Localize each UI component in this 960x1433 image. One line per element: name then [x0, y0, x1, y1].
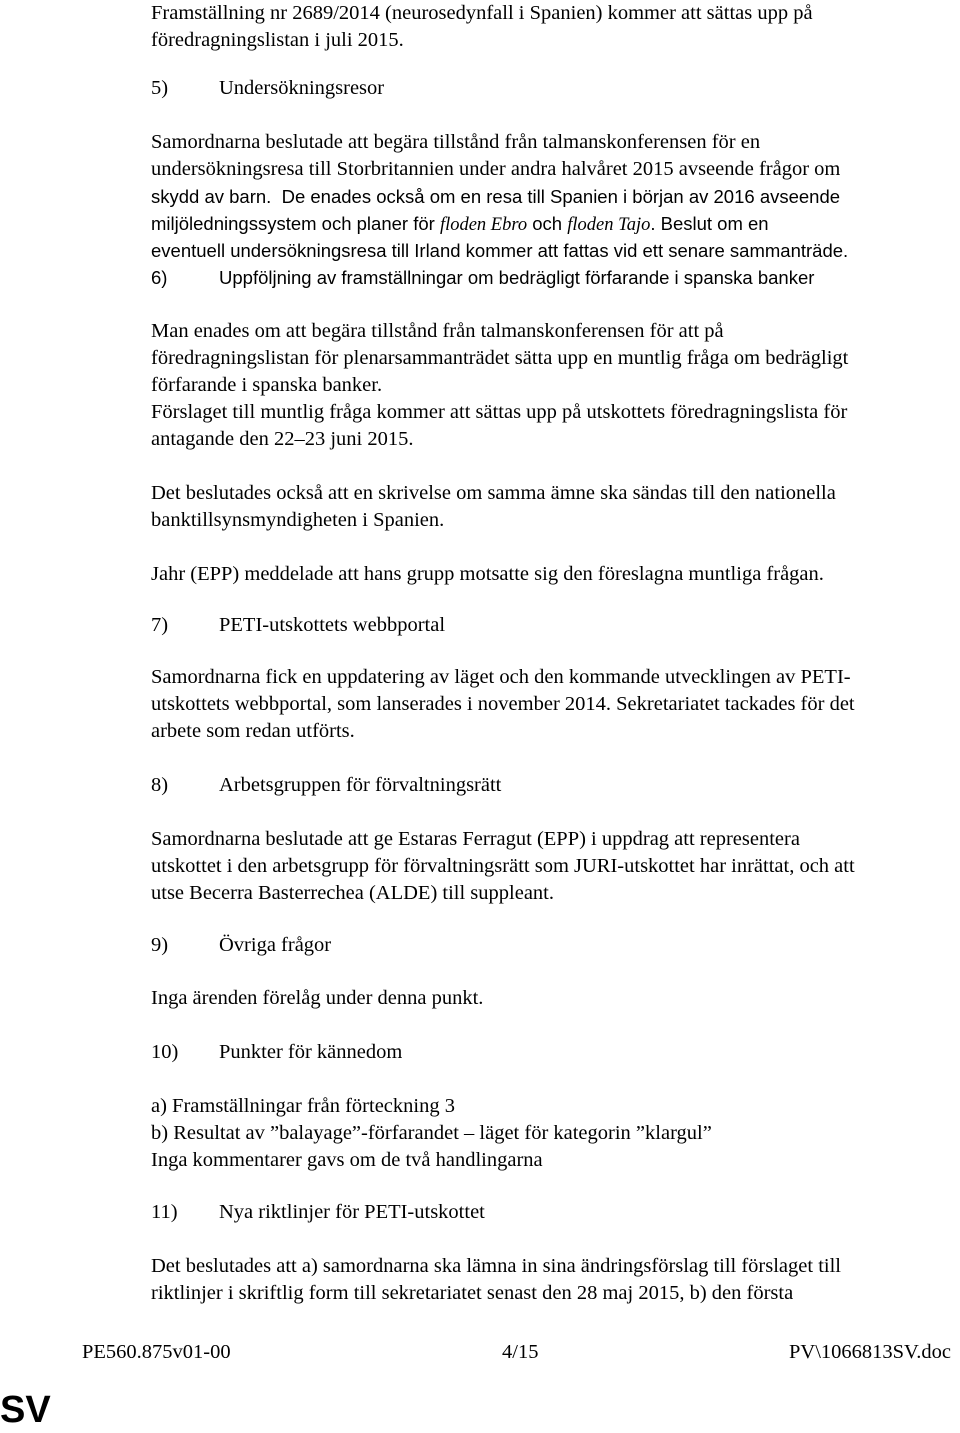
section-heading-6 — [151, 264, 814, 291]
section-title: Uppföljning av framställningar om bedrägligt förfarande i spanska banker — [219, 267, 815, 288]
paragraph-text: a) Framställningar från förteckning 3 — [151, 1095, 455, 1117]
paragraph-text: Man enades om att begära tillstånd från talmanskonferensen för att på — [151, 320, 724, 342]
section-number: 6) — [151, 267, 168, 288]
section-number: 7) — [151, 614, 169, 636]
section-title: PETI-utskottets webbportal — [219, 614, 446, 636]
section-number: 5) — [151, 77, 169, 99]
section-heading-7 — [151, 612, 445, 639]
section-heading-10 — [151, 1039, 402, 1066]
text-run: miljöledningssystem och planer för — [151, 213, 435, 234]
section-title: Arbetsgruppen för förvaltningsrätt — [219, 774, 502, 796]
paragraph-text: föredragningslistan i juli 2015. — [151, 29, 404, 51]
paragraph-text: utskottet i den arbetsgrupp för förvaltningsrätt som JURI-utskottet har inrättat, och att — [151, 855, 855, 877]
section-number: 9) — [151, 934, 169, 956]
paragraph-text: förfarande i spanska banker. — [151, 374, 383, 396]
paragraph-text: Samordnarna beslutade att begära tillstånd från talmanskonferensen för en — [151, 131, 761, 153]
section-number: 11) — [151, 1201, 178, 1223]
paragraph-text: Inga ärenden förelåg under denna punkt. — [151, 987, 484, 1009]
paragraph-text: riktlinjer i skriftlig form till sekretariatet senast den 28 maj 2015, b) den första — [151, 1282, 794, 1304]
footer-document-name: PV\1066813SV.doc — [789, 1341, 951, 1363]
text-run: De enades också om en resa till Spanien i början av 2016 avseende — [281, 186, 841, 207]
section-heading-5 — [151, 75, 384, 102]
paragraph-text: banktillsynsmyndigheten i Spanien. — [151, 509, 445, 531]
paragraph-text: Samordnarna fick en uppdatering av läget och den kommande utvecklingen av PETI- — [151, 666, 851, 688]
paragraph-text: undersökningsresa till Storbritannien under andra halvåret 2015 avseende frågor om — [151, 158, 841, 180]
section-heading-9 — [151, 932, 331, 959]
paragraph-text: Jahr (EPP) meddelade att hans grupp motsatte sig den föreslagna muntliga frågan. — [151, 563, 824, 585]
section-heading-8 — [151, 772, 501, 799]
paragraph-text: Framställning nr 2689/2014 (neurosedynfall i Spanien) kommer att sättas upp på — [151, 2, 813, 24]
text-run: och — [532, 213, 563, 234]
section-number: 10) — [151, 1041, 179, 1063]
paragraph-text: utse Becerra Basterrechea (ALDE) till suppleant. — [151, 882, 554, 904]
paragraph-text: eventuell undersökningsresa till Irland kommer att fattas vid ett senare sammanträde. — [151, 240, 849, 261]
section-title: Undersökningsresor — [219, 77, 385, 99]
paragraph-text: föredragningslistan för plenarsammanträdet sätta upp en muntlig fråga om bedrägligt — [151, 347, 849, 369]
section-title: Punkter för kännedom — [219, 1041, 403, 1063]
paragraph-text: Det beslutades att a) samordnarna ska lämna in sina ändringsförslag till förslaget till — [151, 1255, 841, 1277]
paragraph-text: arbete som redan utförts. — [151, 720, 355, 742]
italic-text: floden Ebro — [439, 215, 528, 235]
footer-reference: PE560.875v01-00 — [82, 1341, 231, 1363]
paragraph-text: b) Resultat av ”balayage”-förfarandet – läget för kategorin ”klargul” — [151, 1122, 712, 1144]
language-code: SV — [0, 1389, 51, 1431]
paragraph-text: Det beslutades också att en skrivelse om samma ämne ska sändas till den nationella — [151, 482, 836, 504]
paragraph-line — [151, 183, 956, 210]
paragraph-text: utskottets webbportal, som lanserades i november 2014. Sekretariatet tackades för det — [151, 693, 855, 715]
footer-page-number: 4/15 — [502, 1341, 539, 1363]
text-run: Beslut om en — [660, 213, 769, 234]
section-title: Nya riktlinjer för PETI-utskottet — [219, 1201, 485, 1223]
section-heading-11 — [151, 1199, 485, 1226]
paragraph-text: Förslaget till muntlig fråga kommer att sättas upp på utskottets föredragningslista för — [151, 401, 848, 423]
section-number: 8) — [151, 774, 169, 796]
paragraph-text: antagande den 22–23 juni 2015. — [151, 428, 414, 450]
paragraph-line — [151, 210, 956, 239]
italic-text: floden Tajo — [567, 215, 651, 235]
paragraph-text: Inga kommentarer gavs om de två handlingarna — [151, 1149, 543, 1171]
section-title: Övriga frågor — [219, 934, 332, 956]
text-run: skydd av barn. — [151, 186, 272, 207]
text-run: . — [650, 213, 656, 234]
paragraph-text: Samordnarna beslutade att ge Estaras Ferragut (EPP) i uppdrag att representera — [151, 828, 800, 850]
